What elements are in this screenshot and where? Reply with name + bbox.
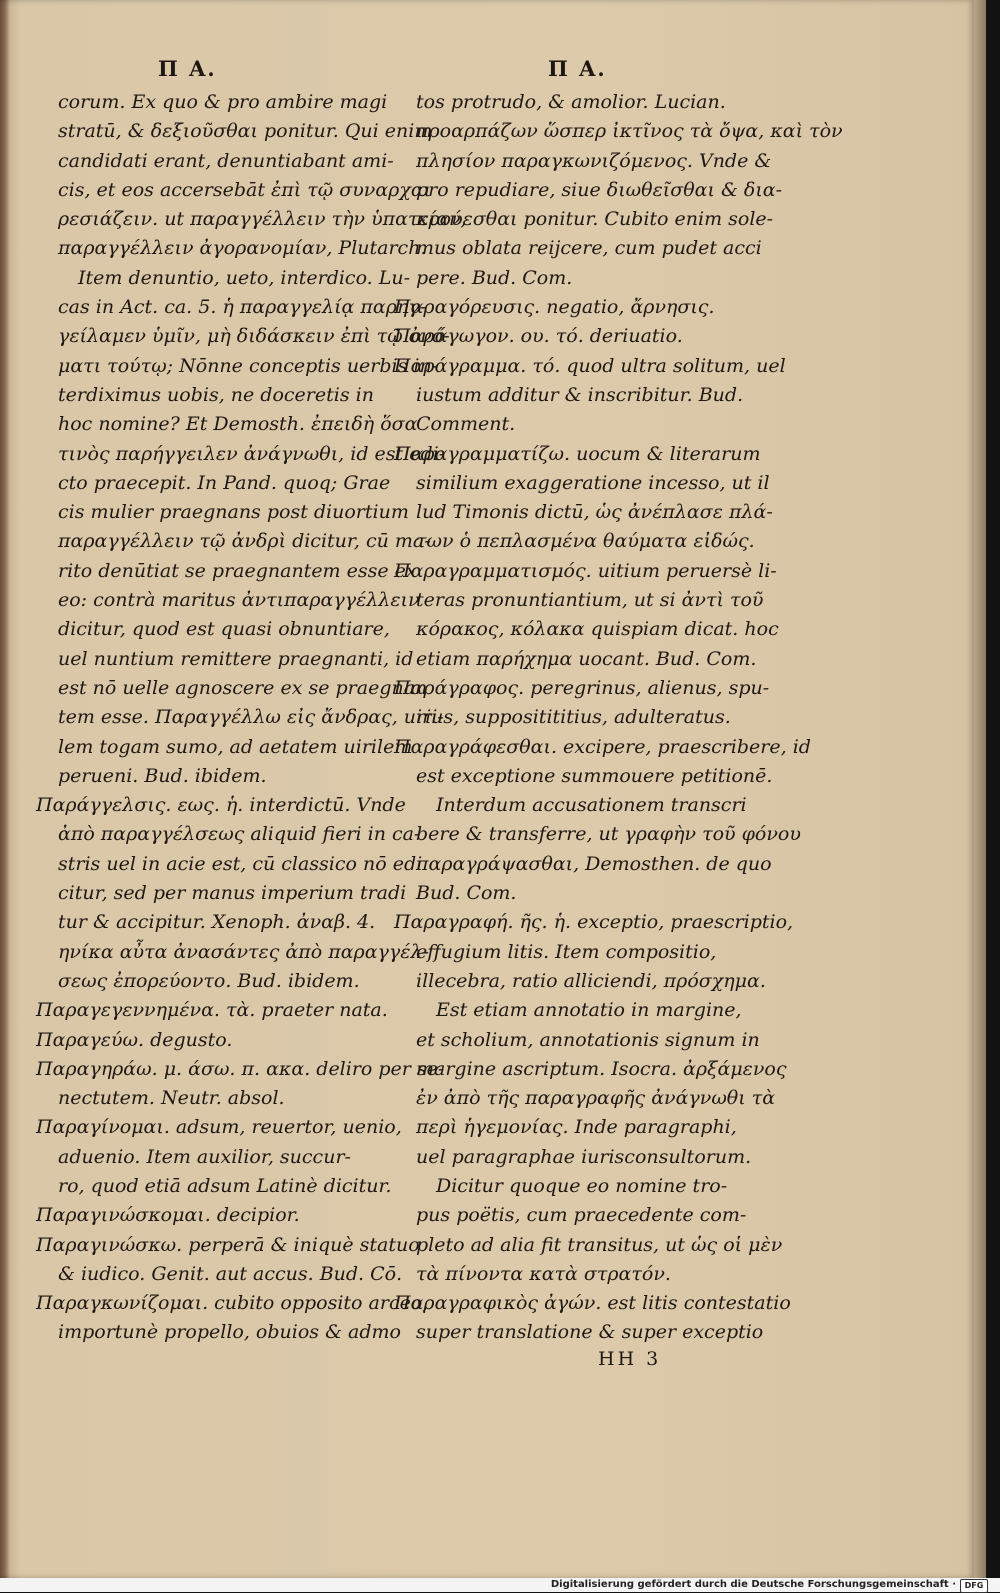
text-line: Παράγραμμα. τό. quod ultra solitum, uel	[394, 354, 786, 377]
text-line: importunè propello, obuios & admo	[58, 1321, 401, 1344]
text-line: Παραγηράω. μ. άσω. π. ακα. deliro per se-	[36, 1057, 445, 1080]
text-line: Comment.	[416, 413, 516, 436]
text-line: Παραγινώσκω. perperā & iniquè statuo	[36, 1233, 420, 1256]
text-line: teras pronuntiantium, ut si ἀντὶ τοῦ	[416, 589, 764, 612]
text-line: nectutem. Neutr. absol.	[58, 1087, 285, 1110]
text-line: perueni. Bud. ibidem.	[58, 764, 267, 787]
text-line: Item denuntio, ueto, interdico. Lu-	[78, 266, 411, 289]
text-line: stris uel in acie est, cū classico nō edi	[58, 852, 423, 875]
text-line: Παραγραφικὸς ἀγών. est litis contestatio	[394, 1292, 791, 1315]
text-line: σεως ἐπορεύοντο. Bud. ibidem.	[58, 969, 360, 992]
text-line: Παραγεγεννημένα. τὰ. praeter nata.	[36, 999, 388, 1022]
text-line: πλησίον παραγκωνιζόμενος. Vnde &	[416, 149, 772, 172]
right-column	[394, 88, 843, 1348]
text-line: Bud. Com.	[416, 882, 517, 905]
text-line: pro repudiare, siue διωθεῖσθαι & δια-	[416, 178, 783, 201]
text-line: Est etiam annotatio in margine,	[436, 999, 742, 1022]
text-line: τὰ πίνοντα κατὰ στρατόν.	[416, 1262, 671, 1285]
text-line: cto praecepit. In Pand. quoq; Grae	[58, 471, 391, 494]
text-line: Παραγραμματίζω. uocum & literarum	[394, 442, 761, 465]
text-line: Παράγγελσις. εως. ἡ. interdictū. Vnde	[36, 794, 406, 817]
text-line: uel nuntium remittere praegnanti, id	[58, 647, 414, 670]
text-line: similium exaggeratione incesso, ut il	[416, 471, 770, 494]
text-line: iustum additur & inscribitur. Bud.	[416, 383, 744, 406]
text-line: aduenio. Item auxilior, succur-	[58, 1145, 351, 1168]
text-line: κόρακος, κόλακα quispiam dicat. hoc	[416, 618, 779, 641]
text-line: corum. Ex quo & pro ambire magi	[58, 91, 388, 113]
text-line: Παραγραμματισμός. uitium peruersè li-	[394, 559, 777, 582]
text-line: τινὸς παρήγγειλεν ἀνάγνωθι, id est edi-	[58, 442, 446, 465]
signature-mark: HH 3	[598, 1348, 662, 1370]
text-line: pus poëtis, cum praecedente com-	[416, 1204, 747, 1227]
page-edge	[974, 0, 986, 1578]
text-line: etiam παρήχημα uocant. Bud. Com.	[416, 647, 757, 670]
text-line: hoc nomine? Et Demosth. ἐπειδὴ ὅσα	[58, 413, 418, 436]
text-line: Παράγωγον. ου. τό. deriuatio.	[394, 325, 683, 348]
text-line: & iudico. Genit. aut accus. Bud. Cō.	[58, 1262, 403, 1285]
text-line: ἀπὸ παραγγέλσεως aliquid fieri in ca-	[58, 823, 421, 846]
text-line: Παραγράφεσθαι. excipere, praescribere, id	[394, 735, 811, 758]
text-line: παραγγέλλειν ἀγορανομίαν, Plutarch.	[58, 237, 427, 260]
text-line: Παράγραφος. peregrinus, alienus, spu-	[394, 676, 770, 699]
running-head-left: Π A.	[158, 56, 217, 81]
text-line: effugium litis. Item compositio,	[416, 940, 717, 963]
text-line: tem esse. Παραγγέλλω εἰς ἄνδρας, uiri-	[58, 706, 444, 729]
text-line: margine ascriptum. Isocra. ἀρξάμενος	[416, 1057, 787, 1080]
text-line: bere & transferre, ut γραφὴν τοῦ φόνου	[416, 823, 801, 846]
text-line: super translatione & super exceptio	[416, 1321, 764, 1344]
text-line: γείλαμεν ὑμῖν, μὴ διδάσκειν ἐπὶ τῷ ὀνό-	[58, 325, 450, 348]
text-line: ἐν ἀπὸ τῆς παραγραφῆς ἀνάγνωθι τὰ	[416, 1087, 776, 1110]
text-line: Dicitur quoque eo nomine tro-	[436, 1174, 728, 1197]
text-line: των ὁ πεπλασμένα θαύματα εἰδώς.	[416, 530, 755, 553]
text-line: ματι τούτῳ; Nōnne conceptis uerbis in-	[58, 354, 439, 377]
text-line: dicitur, quod est quasi obnuntiare,	[58, 618, 390, 641]
text-line: stratū, & δεξιοῦσθαι ponitur. Qui enim	[58, 120, 433, 143]
text-line: ηνίκα αὖτα ἀνασάντες ἀπὸ παραγγέλ-	[58, 940, 429, 963]
text-line: Παραγκωνίζομαι. cubito opposito arceo,	[36, 1292, 429, 1315]
running-head-right: Π A.	[548, 56, 607, 81]
text-line: ρεσιάζειν. ut παραγγέλλειν τὴν ὑπατείαν,	[58, 208, 467, 231]
text-line: Παραγόρευσις. negatio, ἄρνησις.	[394, 296, 715, 319]
text-line: uel paragraphae iurisconsultorum.	[416, 1145, 752, 1168]
text-line: candidati erant, denuntiabant ami-	[58, 149, 394, 172]
text-line: illecebra, ratio alliciendi, πρόσχημα.	[416, 969, 766, 992]
text-line: est exceptione summouere petitionē.	[416, 764, 773, 787]
text-line: mus oblata reijcere, cum pudet acci	[416, 237, 762, 260]
footer-credit: Digitalisierung gefördert durch die Deutsche Forschungsgemeinschaft ·	[550, 1579, 956, 1590]
text-line: παραγγέλλειν τῷ ἀνδρὶ dicitur, cū ma-	[58, 530, 431, 553]
text-line: tos protrudo, & amolior. Lucian.	[416, 91, 726, 113]
text-line: παραγράψασθαι, Demosthen. de quo	[416, 852, 772, 875]
text-line: eo: contrà maritus ἀντιπαραγγέλλειν	[58, 589, 420, 612]
text-line: Παραγεύω. degusto.	[36, 1028, 233, 1051]
text-line: tur & accipitur. Xenoph. ἀναβ. 4.	[58, 911, 376, 934]
text-line: προαρπάζων ὥσπερ ἰκτῖνος τὰ ὄψα, καὶ τὸν	[416, 120, 843, 143]
text-line: est nō uelle agnoscere ex se praegnan	[58, 676, 428, 699]
text-line: cas in Act. ca. 5. ἡ παραγγελίᾳ παρηγ-	[58, 296, 427, 319]
text-line: citur, sed per manus imperium tradi	[58, 882, 407, 905]
text-line: Παραγίνομαι. adsum, reuertor, uenio,	[36, 1116, 402, 1139]
text-line: rius, suppositititius, adulteratus.	[416, 706, 731, 729]
text-line: lud Timonis dictū, ὡς ἀνέπλασε πλά-	[416, 501, 773, 524]
text-line: Παραγινώσκομαι. decipior.	[36, 1204, 300, 1227]
text-line: pleto ad alia fit transitus, ut ὡς οἱ μὲν	[416, 1233, 783, 1256]
text-line: Παραγραφή. ῆς. ἡ. exceptio, praescriptio,	[394, 911, 794, 934]
text-line: κρούεσθαι ponitur. Cubito enim sole-	[416, 208, 774, 231]
text-line: cis, et eos accersebāt ἐπὶ τῷ συναρχαι	[58, 178, 432, 201]
text-line: ro, quod etiā adsum Latinè dicitur.	[58, 1174, 392, 1197]
text-line: περὶ ἡγεμονίας. Inde paragraphi,	[416, 1116, 737, 1139]
text-line: terdiximus uobis, ne doceretis in	[58, 383, 374, 406]
text-line: Interdum accusationem transcri	[436, 794, 747, 817]
text-line: lem togam sumo, ad aetatem uirilem	[58, 735, 413, 758]
text-line: pere. Bud. Com.	[416, 266, 573, 289]
dfg-logo: DFG	[960, 1579, 988, 1593]
text-line: rito denūtiat se praegnantem esse ex	[58, 559, 417, 582]
text-line: cis mulier praegnans post diuortium	[58, 501, 409, 524]
text-line: et scholium, annotationis signum in	[416, 1028, 760, 1051]
